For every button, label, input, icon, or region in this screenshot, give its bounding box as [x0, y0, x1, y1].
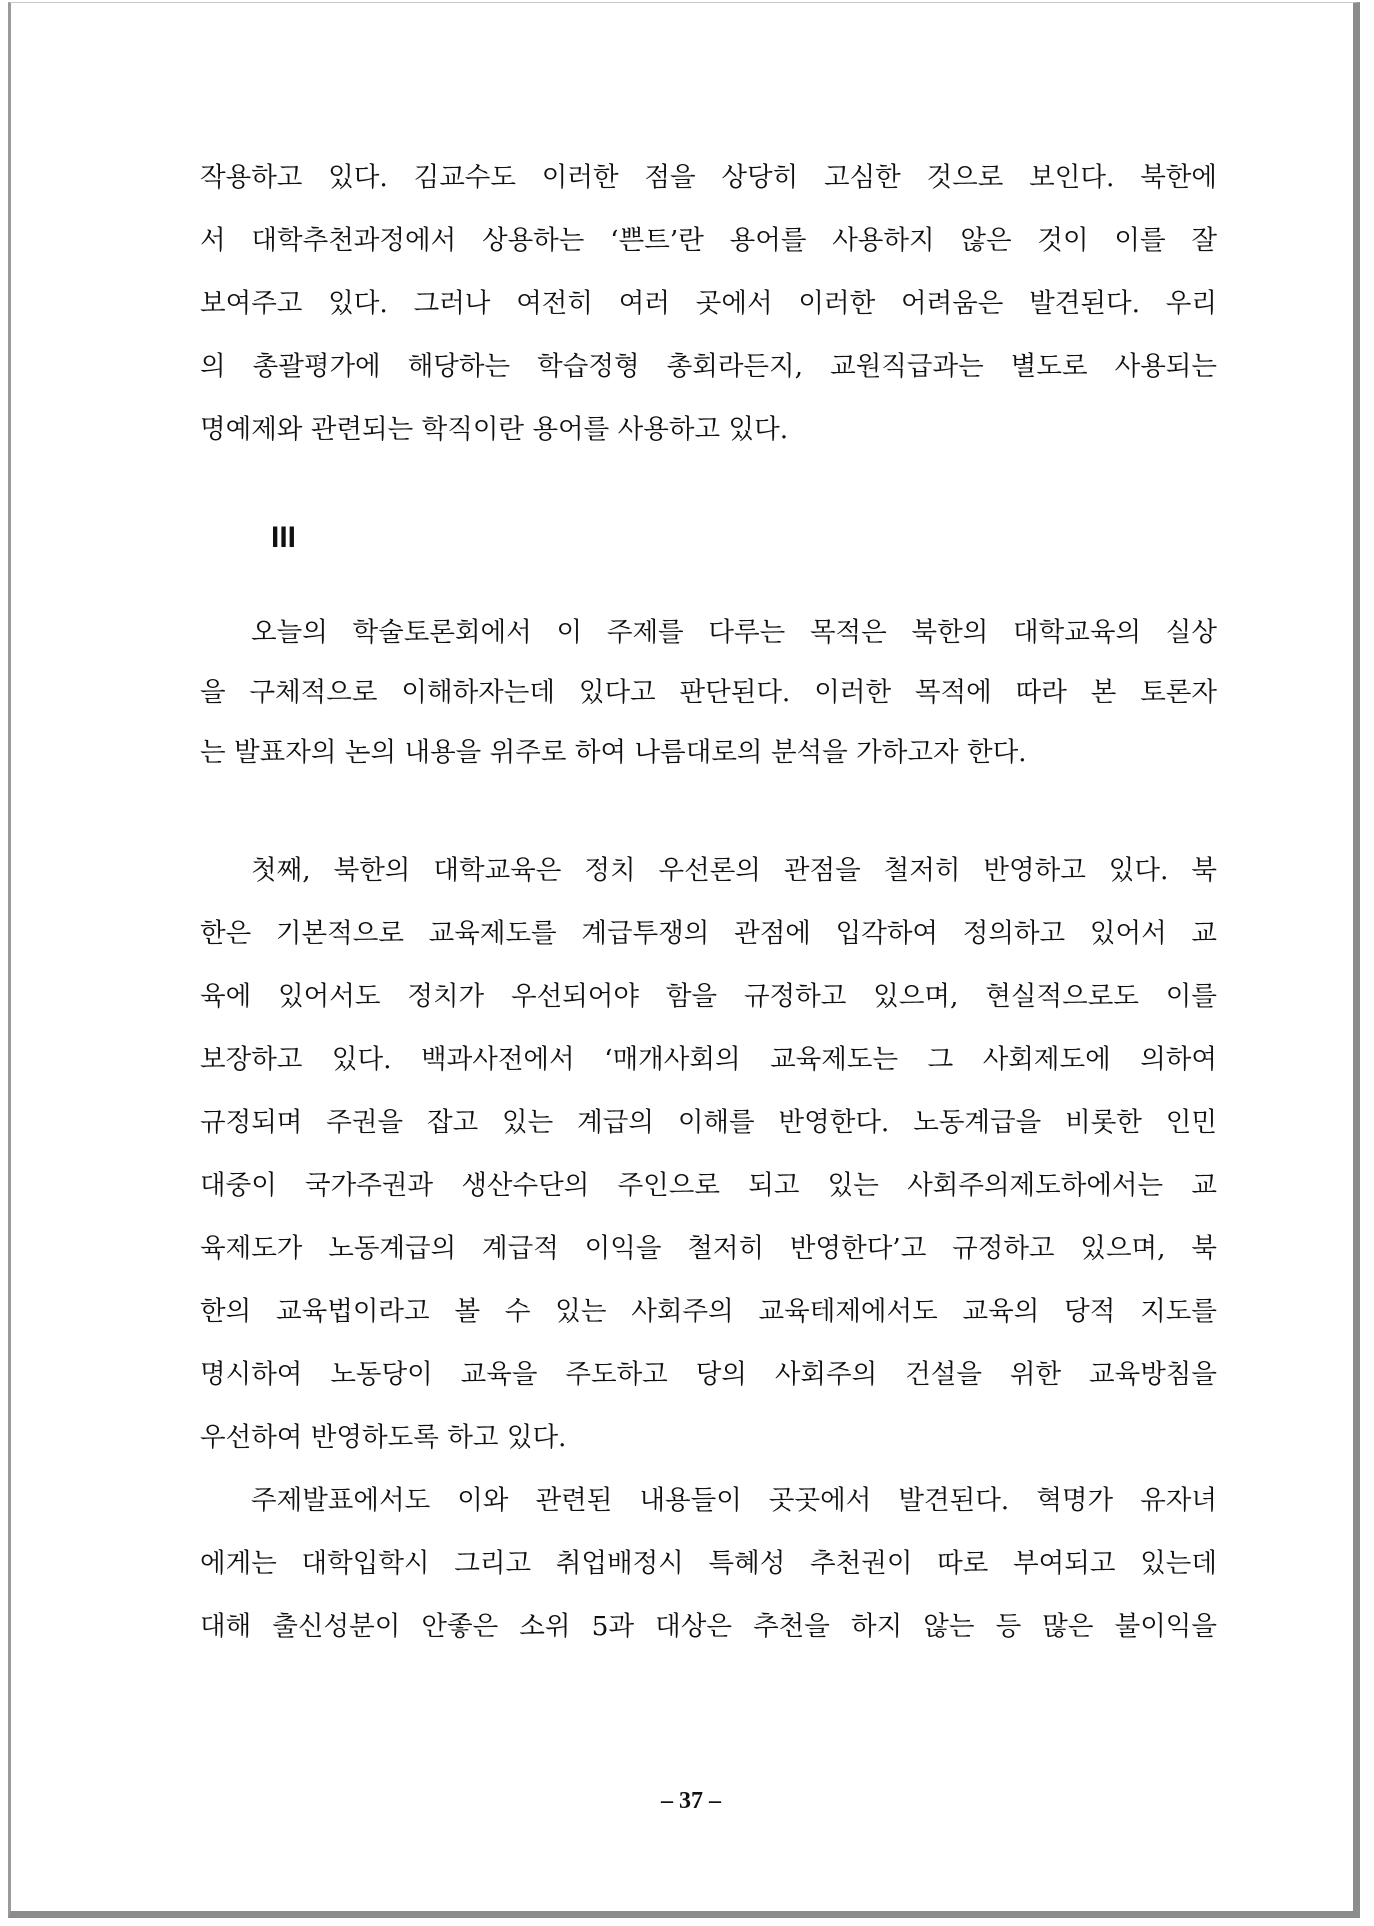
text-line: 에게는 대학입학시 그리고 취업배정시 특혜성 추천권이 따로 부여되고 있는데	[200, 1548, 1217, 1579]
page-number: – 37 –	[661, 1788, 721, 1814]
text-line: 작용하고 있다. 김교수도 이러한 점을 상당히 고심한 것으로 보인다. 북한에	[200, 162, 1217, 193]
text-line: 보여주고 있다. 그러나 여전히 여러 곳에서 이러한 어려움은 발견된다. 우리	[200, 288, 1217, 319]
text-line: 주제발표에서도 이와 관련된 내용들이 곳곳에서 발견된다. 혁명가 유자녀	[251, 1485, 1217, 1516]
text-line: 우선하여 반영하도록 하고 있다.	[200, 1422, 567, 1453]
text-line: 한은 기본적으로 교육제도를 계급투쟁의 관점에 입각하여 정의하고 있어서 교	[200, 918, 1217, 949]
text-line: 대중이 국가주권과 생산수단의 주인으로 되고 있는 사회주의제도하에서는 교	[200, 1170, 1217, 1201]
text-line: 육제도가 노동계급의 계급적 이익을 철저히 반영한다’고 규정하고 있으며, 북	[200, 1233, 1217, 1264]
text-line: 는 발표자의 논의 내용을 위주로 하여 나름대로의 분석을 가하고자 한다.	[200, 737, 1027, 768]
section-heading: III	[271, 521, 297, 554]
text-line: 서 대학추천과정에서 상용하는 ‘쁜트’란 용어를 사용하지 않은 것이 이를 잘	[200, 225, 1217, 256]
text-line: 의 총괄평가에 해당하는 학습정형 총회라든지, 교원직급과는 별도로 사용되는	[200, 351, 1217, 382]
text-line: 대해 출신성분이 안좋은 소위 5과 대상은 추천을 하지 않는 등 많은 불이익을	[200, 1611, 1217, 1642]
text-line: 육에 있어서도 정치가 우선되어야 함을 규정하고 있으며, 현실적으로도 이를	[200, 981, 1217, 1012]
text-line: 명예제와 관련되는 학직이란 용어를 사용하고 있다.	[200, 414, 789, 445]
text-line: 보장하고 있다. 백과사전에서 ‘매개사회의 교육제도는 그 사회제도에 의하여	[200, 1044, 1217, 1075]
text-line: 첫째, 북한의 대학교육은 정치 우선론의 관점을 철저히 반영하고 있다. 북	[251, 855, 1217, 886]
text-line: 을 구체적으로 이해하자는데 있다고 판단된다. 이러한 목적에 따라 본 토론자	[200, 677, 1217, 708]
text-line: 규정되며 주권을 잡고 있는 계급의 이해를 반영한다. 노동계급을 비롯한 인민	[200, 1107, 1217, 1138]
text-line: 한의 교육법이라고 볼 수 있는 사회주의 교육테제에서도 교육의 당적 지도를	[200, 1296, 1217, 1327]
text-line: 오늘의 학술토론회에서 이 주제를 다루는 목적은 북한의 대학교육의 실상	[251, 617, 1217, 648]
text-line: 명시하여 노동당이 교육을 주도하고 당의 사회주의 건설을 위한 교육방침을	[200, 1359, 1217, 1390]
document-page	[8, 2, 1360, 1918]
